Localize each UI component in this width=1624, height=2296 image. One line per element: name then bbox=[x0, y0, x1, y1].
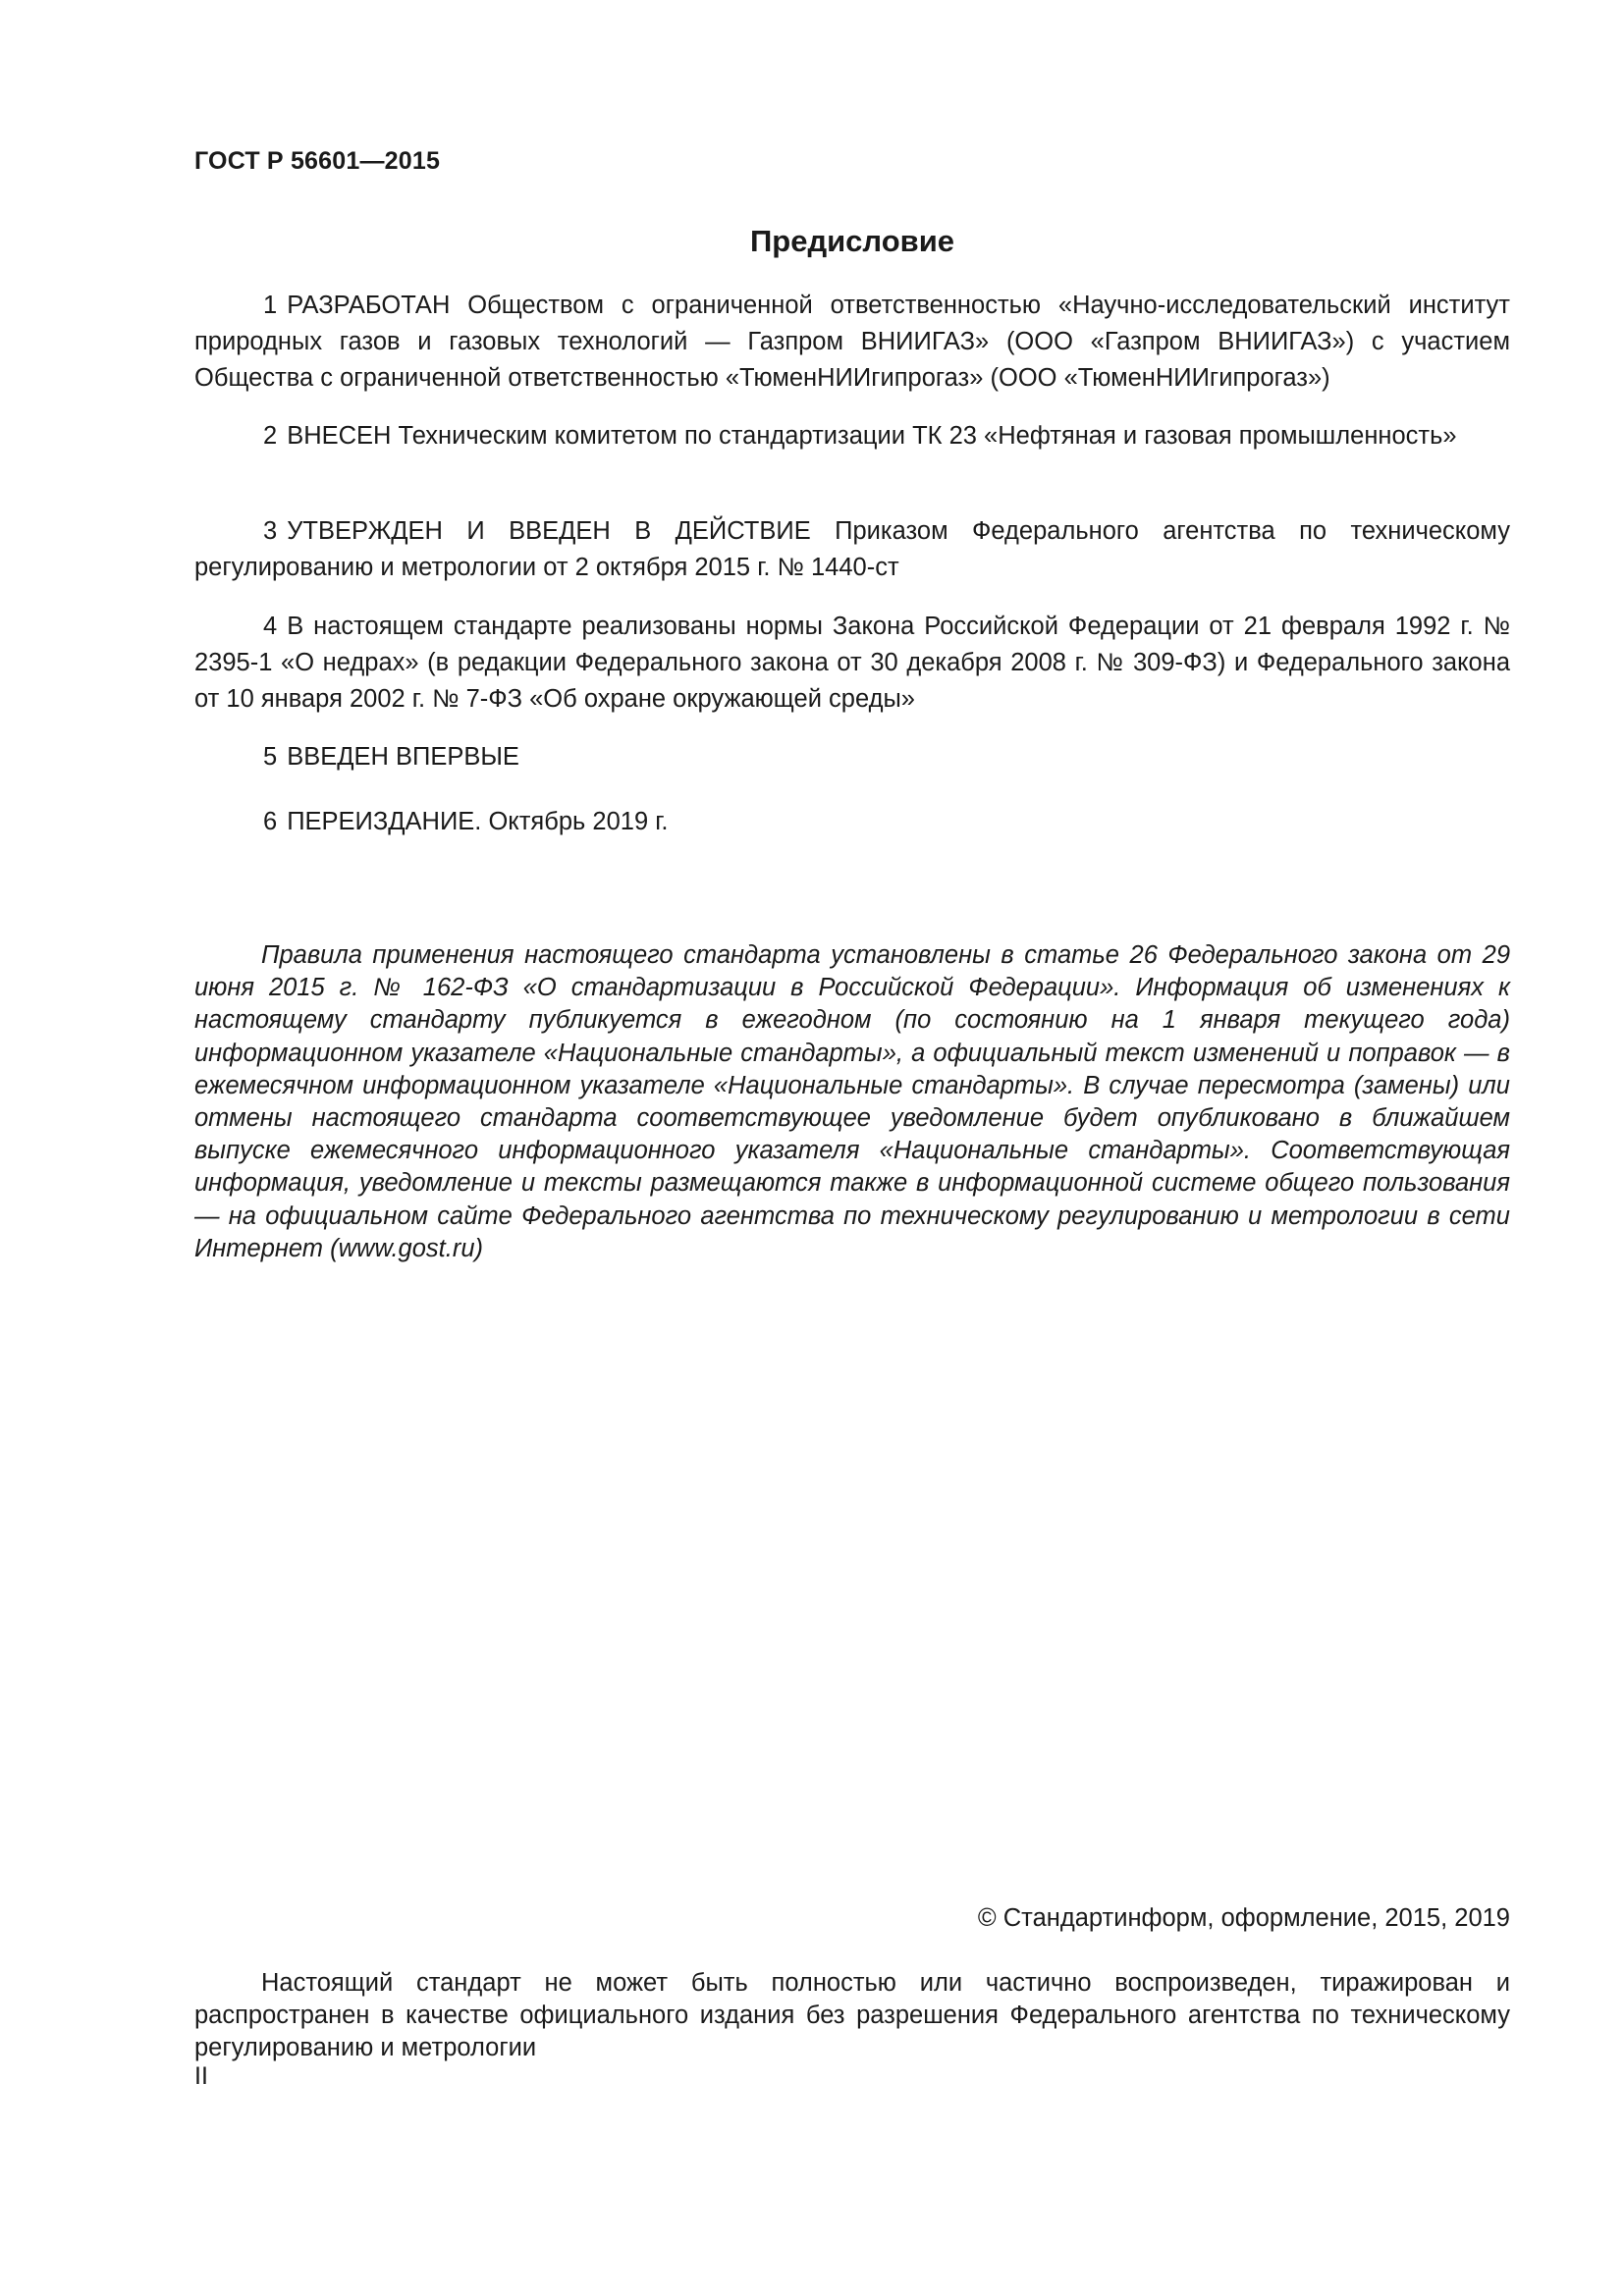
item-text: РАЗРАБОТАН Обществом с ограниченной ответственностью «Научно-исследовательский институт природных газов и газовых технологий — Газпром ВНИИГАЗ» (ООО «Газпром ВНИИГАЗ») с участием Общества с ограниченной ответственностью «ТюменНИИгипрогаз» (ООО «ТюменНИИгипрогаз») bbox=[194, 292, 1510, 392]
foreword-item-3 bbox=[194, 513, 1510, 586]
item-number: 6 bbox=[263, 808, 278, 835]
page-title: Предисловие bbox=[749, 224, 954, 258]
item-number: 5 bbox=[263, 743, 278, 771]
standard-application-notice: Правила применения настоящего стандарта установлены в статье 26 Федерального закона от 29 июня 2015 г. № 162-ФЗ «О стандартизации в Российской Федерации». Информация об изменениях к настоящему стандарту публикуется в ежегодном (по состоянию на 1 января текущего года) информационном указателе «Национальные стандарты», а официальный текст изменений и поправок — в ежемесячном информационном указателе «Национальные стандарты». В случае пересмотра (замены) или отмены настоящего стандарта соответствующее уведомление будет опубликовано в ближайшем выпуске ежемесячного информационного указателя «Национальные стандарты». Соответствующая информация, уведомление и тексты размещаются также в информационной системе общего пользования — на официальном сайте Федерального агентства по техническому регулированию и метрологии в сети Интернет (www.gost.ru) bbox=[194, 941, 1510, 1262]
item-text: В настоящем стандарте реализованы нормы Закона Российской Федерации от 21 февраля 1992 г. № 2395-1 «О недрах» (в редакции Федерального закона от 30 декабря 2008 г. № 309-ФЗ) и Федерального закона от 10 января 2002 г. № 7-ФЗ «Об охране окружающей среды» bbox=[194, 613, 1510, 713]
page-number: II bbox=[194, 2062, 208, 2090]
reproduction-notice: Настоящий стандарт не может быть полностью или частично воспроизведен, тиражирован и распространен в качестве официального издания без разрешения Федерального агентства по техническому регулированию и метрологии bbox=[194, 1969, 1510, 2061]
item-number: 1 bbox=[263, 292, 278, 319]
item-text: ПЕРЕИЗДАНИЕ. Октябрь 2019 г. bbox=[287, 808, 669, 835]
foreword-item-2 bbox=[194, 418, 1510, 454]
item-number: 2 bbox=[263, 422, 278, 450]
foreword-item-6 bbox=[194, 804, 1510, 840]
foreword-item-4 bbox=[194, 609, 1510, 718]
document-header: ГОСТ Р 56601—2015 bbox=[194, 147, 441, 175]
item-text: ВНЕСЕН Техническим комитетом по стандартизации ТК 23 «Нефтяная и газовая промышленность» bbox=[287, 422, 1457, 450]
item-number: 4 bbox=[263, 613, 278, 640]
item-text: ВВЕДЕН ВПЕРВЫЕ bbox=[287, 743, 519, 771]
item-text: УТВЕРЖДЕН И ВВЕДЕН В ДЕЙСТВИЕ Приказом Федерального агентства по техническому регулированию и метрологии от 2 октября 2015 г. № 1440-ст bbox=[194, 517, 1510, 581]
item-number: 3 bbox=[263, 517, 278, 545]
foreword-item-5 bbox=[194, 739, 1510, 775]
copyright-line: © Стандартинформ, оформление, 2015, 2019 bbox=[977, 1904, 1510, 1932]
foreword-item-1 bbox=[194, 288, 1510, 397]
